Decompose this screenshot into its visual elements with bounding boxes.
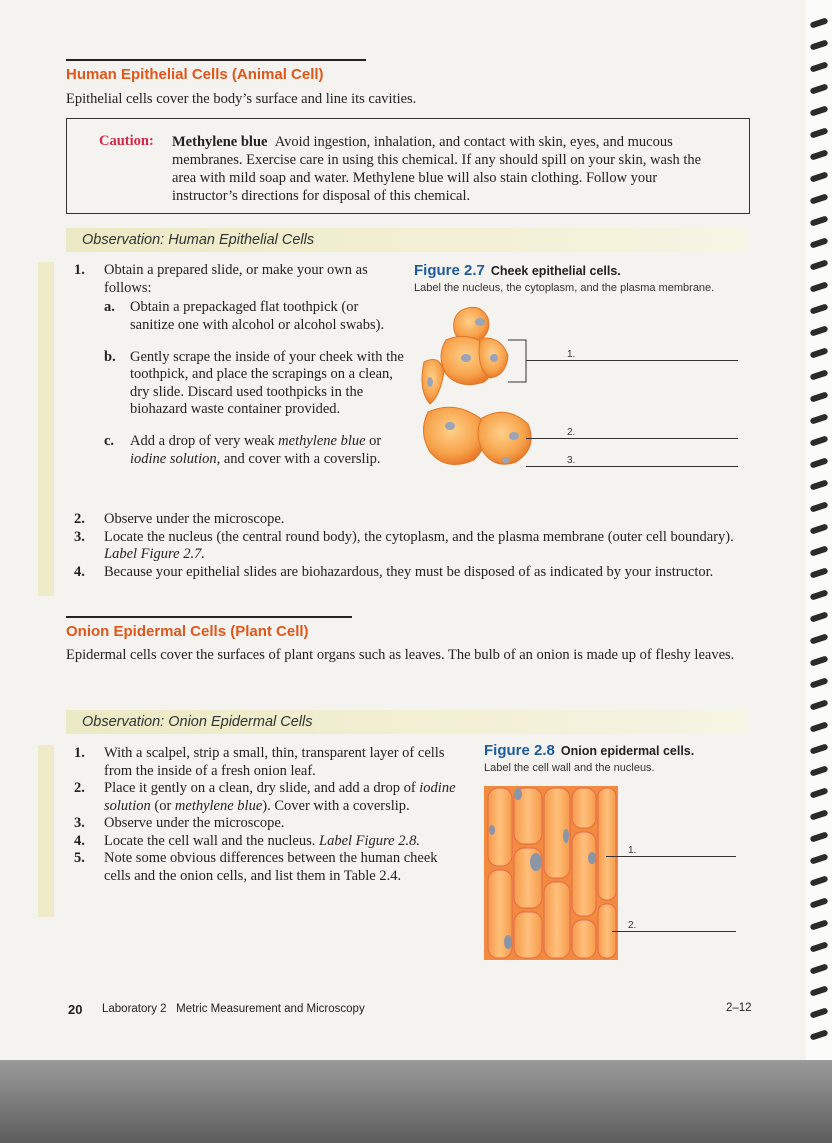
label-line [606,856,736,857]
figure-2-7-label-1: 1. [567,349,576,360]
onion-cells-illustration [484,786,618,960]
epithelial-steps-continued [74,511,746,581]
figure-2-8-instruction: Label the cell wall and the nucleus. [484,762,655,774]
list-item: 5. Note some obvious differences between the human cheek cells and the onion cells, and list them in Table 2.4. [74,850,438,884]
cheek-cell-nucleus [502,457,510,463]
section-rule [66,616,352,618]
figure-2-8-label-1: 1. [628,845,637,856]
list-subitem: a. Obtain a prepackaged flat toothpick (or sanitize one with alcohol or alcohol swabs). [104,299,385,333]
section-heading-epithelial: Human Epithelial Cells (Animal Cell) [66,66,324,83]
caution-label: Caution: [99,133,154,149]
list-item: 2. Place it gently on a clean, dry slide, and add a drop of iodine solution (or methylene blue). Cover with a coverslip. [74,780,456,814]
figure-2-7-title: Figure 2.7 Cheek epithelial cells. [414,262,621,279]
onion-cell [572,832,596,916]
cheek-cell [478,412,531,464]
label-line [526,438,738,439]
onion-cell-nucleus [530,853,542,871]
onion-steps [74,745,464,885]
list-item: 3. Locate the nucleus (the central round body), the cytoplasm, and the plasma membrane (outer cell boundary). Label Figure 2.7. [74,528,734,562]
margin-strip [38,745,54,917]
figure-2-7-instruction: Label the nucleus, the cytoplasm, and the plasma membrane. [414,282,715,294]
onion-cell-nucleus [514,788,522,800]
onion-cell-nucleus [563,829,569,843]
list-item: 2. Observe under the microscope. [74,511,285,527]
label-line [526,466,738,467]
list-item: 4. Because your epithelial slides are biohazardous, they must be disposed of as indicated by your instructor. [74,563,714,580]
figure-2-8-title: Figure 2.8 Onion epidermal cells. [484,742,695,759]
label-line [526,360,738,361]
list-item: 1. Obtain a prepared slide, or make your own as follows: [74,262,368,296]
epithelial-steps [74,262,404,483]
scan-background [0,1060,832,1143]
onion-cell-nucleus [588,852,596,864]
observation-title: Observation: Human Epithelial Cells [82,232,315,248]
label-line [612,931,736,932]
onion-cell-nucleus [489,825,495,835]
running-footer: Laboratory 2 Metric Measurement and Microscopy [102,1003,365,1015]
figure-2-8-label-2: 2. [628,920,637,931]
section-rule [66,59,366,61]
list-subitem: b. Gently scrape the inside of your cheek with the toothpick, and place the scrapings on a clean, dry slide. Discard used toothpicks in the biohazard waste container provided. [104,348,404,417]
caution-body: Avoid ingestion, inhalation, and contact with skin, eyes, and mucous membranes. Exercise care in using this chemical. If any should spill on your skin, wash the area with mild soap and water. Methylene blue will also stain clothing. Follow your instructor’s directions for disposal of this chemical. [172,134,702,204]
onion-cell [572,788,596,828]
cheek-cell-nucleus [461,354,471,362]
cheek-cell-nucleus [509,432,519,440]
onion-cell [598,788,616,900]
cheek-cell [423,407,485,464]
cheek-cell [422,360,444,404]
observation-title: Observation: Onion Epidermal Cells [82,714,313,730]
caution-chemical: Methylene blue [172,134,268,150]
margin-strip [38,262,54,596]
cheek-cell-nucleus [490,354,498,362]
page-code: 2–12 [726,1002,752,1014]
page-number: 20 [68,1002,83,1017]
onion-cell [544,882,570,958]
figure-2-7-label-2: 2. [567,427,576,438]
observation-bar-onion [66,710,748,734]
section-intro-epithelial: Epithelial cells cover the body’s surface and line its cavities. [66,91,417,107]
cheek-cell-nucleus [427,377,433,387]
list-item: 3. Observe under the microscope. [74,815,285,831]
cheek-cell-nucleus [475,318,485,326]
label-bracket [508,340,526,382]
section-heading-onion: Onion Epidermal Cells (Plant Cell) [66,623,309,640]
caution-box [66,118,750,214]
list-item: 4. Locate the cell wall and the nucleus. Label Figure 2.8. [74,832,420,849]
list-subitem: c. Add a drop of very weak methylene blue or iodine solution, and cover with a coverslip. [104,433,382,467]
cheek-cell-nucleus [445,422,455,430]
caution-text [172,133,717,205]
list-item: 1. With a scalpel, strip a small, thin, transparent layer of cells from the inside of a fresh onion leaf. [74,745,445,779]
onion-cell [514,912,542,958]
onion-cell [572,920,596,958]
figure-2-7-label-3: 3. [567,455,576,466]
onion-cell-nucleus [504,935,512,949]
section-intro-onion: Epidermal cells cover the surfaces of plant organs such as leaves. The bulb of an onion is made up of fleshy leaves. [66,647,735,663]
cheek-cells-illustration [410,300,550,485]
observation-bar-epithelial [66,228,748,252]
